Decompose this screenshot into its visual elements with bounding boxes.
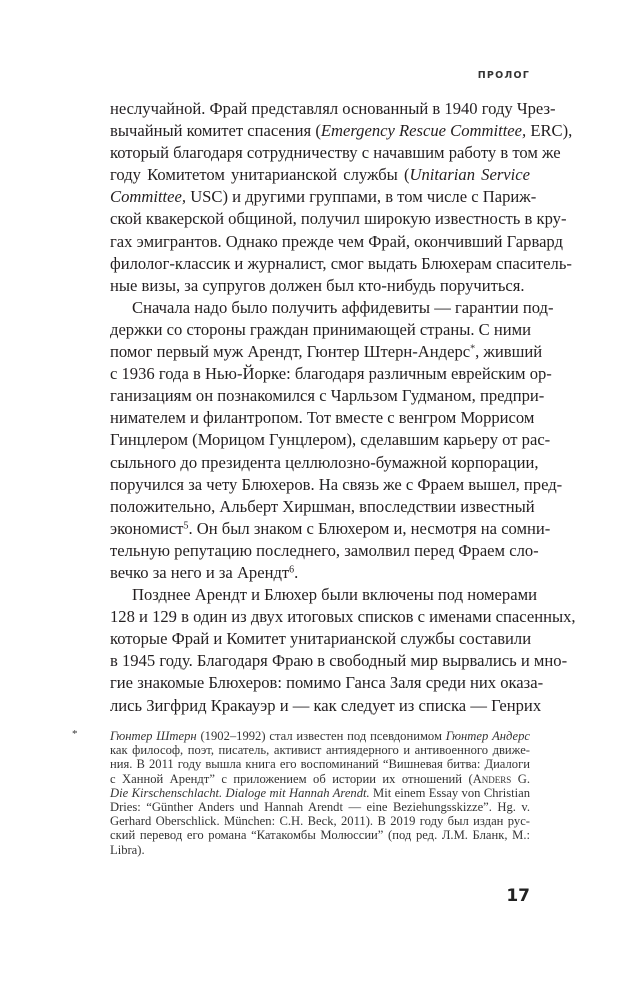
text-line <box>110 772 530 786</box>
paragraph <box>110 98 573 297</box>
text-segment: вечко за него и за Арендт <box>110 562 290 582</box>
text-segment: тельную репутацию последнего, замолвил перед Фраем сло- <box>110 540 539 560</box>
text-segment: нимателем и филантропом. Тот вместе с венгром Моррисом <box>110 408 535 428</box>
text-line <box>110 606 576 628</box>
text-line <box>110 729 530 743</box>
text-segment: Anders <box>472 771 512 786</box>
text-segment: Unitarian Service <box>409 165 530 185</box>
text-segment: Committee, <box>110 187 187 207</box>
text-segment: , живший <box>475 342 543 362</box>
text-segment: лись Зигфрид Кракауэр и — как следует из списка — Генрих <box>110 695 542 715</box>
text-line <box>110 142 561 164</box>
text-segment: в 1945 году. Благодаря Фраю в свободный мир вырвались и мно- <box>110 651 568 671</box>
text-line <box>110 800 530 814</box>
text-segment: . Он был знаком с Блюхером и, несмотря на сомни- <box>188 518 551 538</box>
text-segment: USC) и другими группами, в том числе с Париж- <box>186 187 537 207</box>
text-line <box>110 743 530 757</box>
text-segment: Dries: “Günther Anders und Hannah Arendt — eine Beziehungsskizze”. Hg. v. <box>110 799 530 814</box>
text-segment: как философ, поэт, писатель, активист антиядерного и антивоенного движе- <box>110 743 530 758</box>
text-line <box>110 407 535 429</box>
paragraph <box>110 297 563 584</box>
text-segment: Mit einem Essay von Christian <box>369 785 530 800</box>
text-line <box>110 843 530 857</box>
footnote-reference: * <box>470 343 476 355</box>
footnote <box>110 729 530 857</box>
text-line <box>110 672 544 694</box>
text-segment: гах эмигрантов. Однако прежде чем Фрай, окончивший Гарвард <box>110 231 563 251</box>
text-segment: ния. В 2011 году вышла книга его воспоминаний “Вишневая битва: Диалоги <box>110 757 530 772</box>
text-line <box>110 208 567 230</box>
text-segment: (1902–1992) стал известен под псевдонимом <box>196 729 446 743</box>
text-line <box>110 275 530 297</box>
footnote-reference: 5 <box>183 520 189 532</box>
text-line <box>110 562 530 584</box>
text-segment: Сначала надо было получить аффидевиты — гарантии под- <box>132 297 554 317</box>
text-segment: сыльного до президента целлюлозно-бумажной корпорации, <box>110 452 539 472</box>
text-line <box>110 695 542 717</box>
text-segment: филолог-классик и журналист, смог выдать Блюхерам спаситель- <box>110 253 572 273</box>
text-line <box>110 297 554 319</box>
text-line <box>110 628 530 650</box>
text-line <box>110 120 573 142</box>
text-segment: Гинцлером (Морицом Гунцлером), сделавшим карьеру от рас- <box>110 430 551 450</box>
text-line <box>110 518 551 540</box>
running-header: ПРОЛОГ <box>477 70 530 81</box>
text-segment: Гюнтер Штерн <box>110 729 197 743</box>
text-line <box>110 341 543 363</box>
text-line <box>110 650 568 672</box>
text-segment: Emergency Rescue Committee, <box>320 121 527 141</box>
text-segment: ганизациям он познакомился с Чарльзом Гудманом, предпри- <box>110 386 545 406</box>
text-line <box>110 474 563 496</box>
text-line <box>110 540 539 562</box>
body-text <box>110 98 576 717</box>
text-segment: году Комитетом унитарианской службы ( <box>110 165 410 185</box>
footnote-reference: 6 <box>289 564 295 576</box>
text-segment: . <box>294 562 299 582</box>
text-segment: 128 и 129 в один из двух итоговых списков с именами спасенных, <box>110 607 576 627</box>
text-line <box>110 319 530 341</box>
text-segment: положительно, Альберт Хиршман, впоследствии известный <box>110 496 535 516</box>
page-number: 17 <box>506 886 530 906</box>
text-line <box>110 496 535 518</box>
text-line <box>110 757 530 771</box>
footnote-marker: * <box>72 728 78 740</box>
text-line <box>110 452 539 474</box>
text-segment: G. <box>511 771 530 786</box>
text-segment: ский перевод его романа “Катакомбы Молюссии” (под ред. Л.М. Бланк, M.: <box>110 828 530 843</box>
text-line <box>110 828 530 842</box>
text-segment: которые Фрай и Комитет унитарианской службы составили <box>110 629 532 649</box>
text-line <box>110 363 552 385</box>
text-line <box>110 584 537 606</box>
text-segment: Die Kirschenschlacht. Dialoge mit Hannah Arendt. <box>110 785 370 800</box>
text-segment: поручился за чету Блюхеров. На связь же с Фраем вышел, пред- <box>110 474 563 494</box>
text-segment: ERC), <box>526 121 573 141</box>
text-segment: с Ханной Арендт” с приложением об истории их отношений ( <box>110 771 473 786</box>
text-segment: вычайный комитет спасения ( <box>110 121 321 141</box>
text-line <box>110 98 556 120</box>
text-segment: экономист <box>110 518 184 538</box>
text-segment: с 1936 года в Нью-Йорке: благодаря различным еврейским ор- <box>110 364 552 384</box>
text-line <box>110 186 537 208</box>
paragraph <box>110 584 576 717</box>
text-segment: Libra). <box>110 842 145 857</box>
text-segment: ные визы, за супругов должен был кто-нибудь поручиться. <box>110 275 525 295</box>
text-segment: помог первый муж Арендт, Гюнтер Штерн-Андерс <box>110 342 471 362</box>
text-segment: держки со стороны граждан принимающей страны. С ними <box>110 319 532 339</box>
text-line <box>110 429 551 451</box>
text-line <box>110 253 572 275</box>
text-segment: ской квакерской общиной, получил широкую известность в кру- <box>110 209 567 229</box>
text-segment: Gerhard Oberschlick. München: C.H. Beck, 2011). В 2019 году был издан рус- <box>110 814 530 829</box>
text-segment: Позднее Арендт и Блюхер были включены под номерами <box>132 585 537 605</box>
text-segment: гие знакомые Блюхеров: помимо Ганса Заля среди них оказа- <box>110 673 544 693</box>
text-line <box>110 231 563 253</box>
text-line <box>110 385 545 407</box>
text-line <box>110 814 530 828</box>
text-line <box>110 164 530 186</box>
text-segment: Гюнтер Андерс <box>445 729 531 743</box>
text-segment: неслучайной. Фрай представлял основанный в 1940 году Чрез- <box>110 99 556 118</box>
text-segment: который благодаря сотрудничеству с начавшим работу в том же <box>110 143 561 163</box>
text-line <box>110 786 530 800</box>
